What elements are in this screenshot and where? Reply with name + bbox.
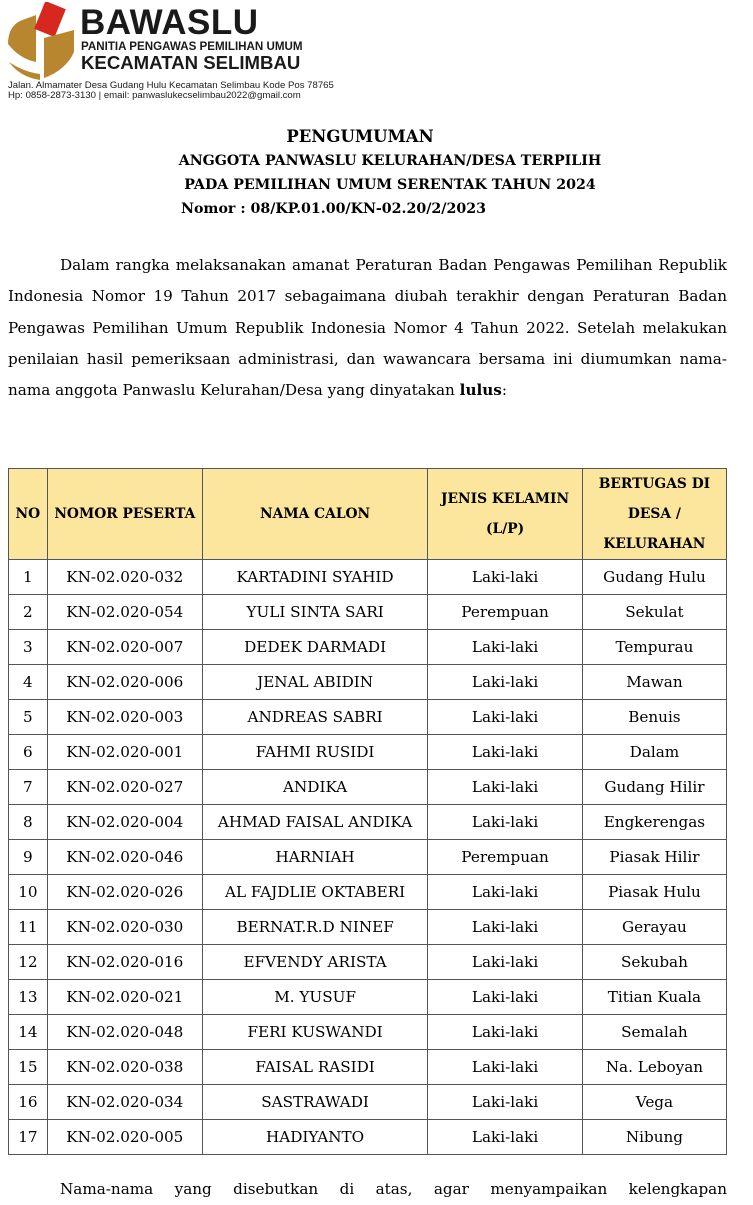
cell-no: 17 <box>9 1120 48 1155</box>
candidate-table <box>8 468 727 1155</box>
cell-no: 8 <box>9 805 48 840</box>
table-row <box>9 770 727 805</box>
cell-jenis-kelamin: Laki-laki <box>428 945 583 980</box>
announcement-number: Nomor : 08/KP.01.00/KN-02.20/2/2023 <box>181 201 486 217</box>
table-row <box>9 560 727 595</box>
brand-subtitle: PANITIA PENGAWAS PEMILIHAN UMUM <box>81 40 303 53</box>
cell-jenis-kelamin: Laki-laki <box>428 630 583 665</box>
cell-no: 9 <box>9 840 48 875</box>
cell-nomor-peserta: KN-02.020-054 <box>47 595 202 630</box>
cell-jenis-kelamin: Perempuan <box>428 595 583 630</box>
table-row <box>9 665 727 700</box>
cell-desa: Semalah <box>582 1015 726 1050</box>
cell-jenis-kelamin: Perempuan <box>428 840 583 875</box>
cell-no: 7 <box>9 770 48 805</box>
cell-nama-calon: DEDEK DARMADI <box>202 630 427 665</box>
letterhead <box>6 2 336 102</box>
cell-nomor-peserta: KN-02.020-004 <box>47 805 202 840</box>
cell-jenis-kelamin: Laki-laki <box>428 1120 583 1155</box>
cell-nomor-peserta: KN-02.020-034 <box>47 1085 202 1120</box>
cell-no: 10 <box>9 875 48 910</box>
cell-nama-calon: FERI KUSWANDI <box>202 1015 427 1050</box>
table-row <box>9 945 727 980</box>
table-row <box>9 630 727 665</box>
cell-nama-calon: HARNIAH <box>202 840 427 875</box>
cell-desa: Gudang Hilir <box>582 770 726 805</box>
table-row <box>9 595 727 630</box>
cell-nomor-peserta: KN-02.020-016 <box>47 945 202 980</box>
header-no: NO <box>9 469 48 560</box>
table-row <box>9 840 727 875</box>
cell-nama-calon: JENAL ABIDIN <box>202 665 427 700</box>
cell-nama-calon: YULI SINTA SARI <box>202 595 427 630</box>
cell-jenis-kelamin: Laki-laki <box>428 770 583 805</box>
cell-no: 1 <box>9 560 48 595</box>
cell-desa: Dalam <box>582 735 726 770</box>
brand-region: KECAMATAN SELIMBAU <box>81 52 301 73</box>
cell-nama-calon: FAISAL RASIDI <box>202 1050 427 1085</box>
cell-desa: Sekulat <box>582 595 726 630</box>
table-row <box>9 1085 727 1120</box>
cell-nomor-peserta: KN-02.020-038 <box>47 1050 202 1085</box>
cell-jenis-kelamin: Laki-laki <box>428 805 583 840</box>
announcement-title: PENGUMUMAN <box>286 127 434 146</box>
header-nama-calon: NAMA CALON <box>202 469 427 560</box>
table-row <box>9 910 727 945</box>
cell-nama-calon: HADIYANTO <box>202 1120 427 1155</box>
cell-nama-calon: EFVENDY ARISTA <box>202 945 427 980</box>
cell-nomor-peserta: KN-02.020-006 <box>47 665 202 700</box>
bawaslu-logo-icon <box>6 2 76 80</box>
table-header-row <box>9 469 727 560</box>
cell-no: 13 <box>9 980 48 1015</box>
cell-nama-calon: AHMAD FAISAL ANDIKA <box>202 805 427 840</box>
announcement-subtitle-1: ANGGOTA PANWASLU KELURAHAN/DESA TERPILIH <box>178 153 602 169</box>
address-block <box>8 81 334 101</box>
cell-desa: Tempurau <box>582 630 726 665</box>
cell-no: 12 <box>9 945 48 980</box>
cell-desa: Gudang Hulu <box>582 560 726 595</box>
intro-paragraph <box>8 250 727 406</box>
cell-nomor-peserta: KN-02.020-046 <box>47 840 202 875</box>
cell-no: 11 <box>9 910 48 945</box>
cell-nomor-peserta: KN-02.020-048 <box>47 1015 202 1050</box>
cell-jenis-kelamin: Laki-laki <box>428 560 583 595</box>
table-row <box>9 735 727 770</box>
intro-tail: : <box>501 381 507 400</box>
cell-desa: Piasak Hulu <box>582 875 726 910</box>
cell-desa: Engkerengas <box>582 805 726 840</box>
closing-paragraph: Nama-nama yang disebutkan di atas, agar menyampaikan kelengkapan <box>60 1180 727 1198</box>
cell-nomor-peserta: KN-02.020-005 <box>47 1120 202 1155</box>
announcement-subtitle-2: PADA PEMILIHAN UMUM SERENTAK TAHUN 2024 <box>184 177 596 193</box>
cell-desa: Gerayau <box>582 910 726 945</box>
table-body <box>9 560 727 1155</box>
cell-nomor-peserta: KN-02.020-021 <box>47 980 202 1015</box>
table-row <box>9 1120 727 1155</box>
intro-bold-word: lulus <box>459 381 502 400</box>
cell-nomor-peserta: KN-02.020-030 <box>47 910 202 945</box>
cell-no: 16 <box>9 1085 48 1120</box>
cell-nama-calon: AL FAJDLIE OKTABERI <box>202 875 427 910</box>
cell-jenis-kelamin: Laki-laki <box>428 1015 583 1050</box>
table-row <box>9 1050 727 1085</box>
address-line: Jalan. Almamater Desa Gudang Hulu Kecamatan Selimbau Kode Pos 78765 <box>8 80 334 91</box>
cell-jenis-kelamin: Laki-laki <box>428 1050 583 1085</box>
cell-no: 6 <box>9 735 48 770</box>
table-row <box>9 700 727 735</box>
cell-no: 14 <box>9 1015 48 1050</box>
cell-no: 5 <box>9 700 48 735</box>
header-nomor-peserta: NOMOR PESERTA <box>47 469 202 560</box>
contact-line: Hp: 0858-2873-3130 | email: panwaslukecselimbau2022@gmail.com <box>8 90 301 101</box>
cell-nomor-peserta: KN-02.020-027 <box>47 770 202 805</box>
brand-name: BAWASLU <box>80 3 259 42</box>
cell-desa: Titian Kuala <box>582 980 726 1015</box>
cell-nama-calon: KARTADINI SYAHID <box>202 560 427 595</box>
cell-nomor-peserta: KN-02.020-001 <box>47 735 202 770</box>
table-row <box>9 875 727 910</box>
cell-nama-calon: ANDIKA <box>202 770 427 805</box>
cell-no: 3 <box>9 630 48 665</box>
cell-jenis-kelamin: Laki-laki <box>428 700 583 735</box>
cell-desa: Mawan <box>582 665 726 700</box>
cell-nomor-peserta: KN-02.020-003 <box>47 700 202 735</box>
cell-desa: Piasak Hilir <box>582 840 726 875</box>
cell-nomor-peserta: KN-02.020-026 <box>47 875 202 910</box>
cell-nama-calon: SASTRAWADI <box>202 1085 427 1120</box>
cell-desa: Sekubah <box>582 945 726 980</box>
table-row <box>9 1015 727 1050</box>
cell-desa: Na. Leboyan <box>582 1050 726 1085</box>
table-row <box>9 805 727 840</box>
intro-text: Dalam rangka melaksanakan amanat Peraturan Badan Pengawas Pemilihan Republik Indonesia Nomor 19 Tahun 2017 sebagaimana diubah terakhir dengan Peraturan Badan Pengawas Pemilihan Umum Republik Indonesia Nomor 4 Tahun 2022. Setelah melakukan penilaian hasil pemeriksaan administrasi, dan wawancara bersama ini diumumkan nama-nama anggota Panwaslu Kelurahan/Desa yang dinyatakan <box>8 256 727 400</box>
cell-nama-calon: ANDREAS SABRI <box>202 700 427 735</box>
cell-jenis-kelamin: Laki-laki <box>428 875 583 910</box>
cell-desa: Vega <box>582 1085 726 1120</box>
cell-desa: Benuis <box>582 700 726 735</box>
cell-jenis-kelamin: Laki-laki <box>428 1085 583 1120</box>
cell-jenis-kelamin: Laki-laki <box>428 735 583 770</box>
cell-desa: Nibung <box>582 1120 726 1155</box>
cell-jenis-kelamin: Laki-laki <box>428 980 583 1015</box>
cell-nama-calon: BERNAT.R.D NINEF <box>202 910 427 945</box>
cell-no: 15 <box>9 1050 48 1085</box>
cell-no: 4 <box>9 665 48 700</box>
header-jenis-kelamin: JENIS KELAMIN (L/P) <box>428 469 583 560</box>
header-desa: BERTUGAS DI DESA / KELURAHAN <box>582 469 726 560</box>
table-row <box>9 980 727 1015</box>
cell-nama-calon: FAHMI RUSIDI <box>202 735 427 770</box>
cell-jenis-kelamin: Laki-laki <box>428 910 583 945</box>
cell-nomor-peserta: KN-02.020-032 <box>47 560 202 595</box>
cell-jenis-kelamin: Laki-laki <box>428 665 583 700</box>
cell-nomor-peserta: KN-02.020-007 <box>47 630 202 665</box>
cell-no: 2 <box>9 595 48 630</box>
cell-nama-calon: M. YUSUF <box>202 980 427 1015</box>
